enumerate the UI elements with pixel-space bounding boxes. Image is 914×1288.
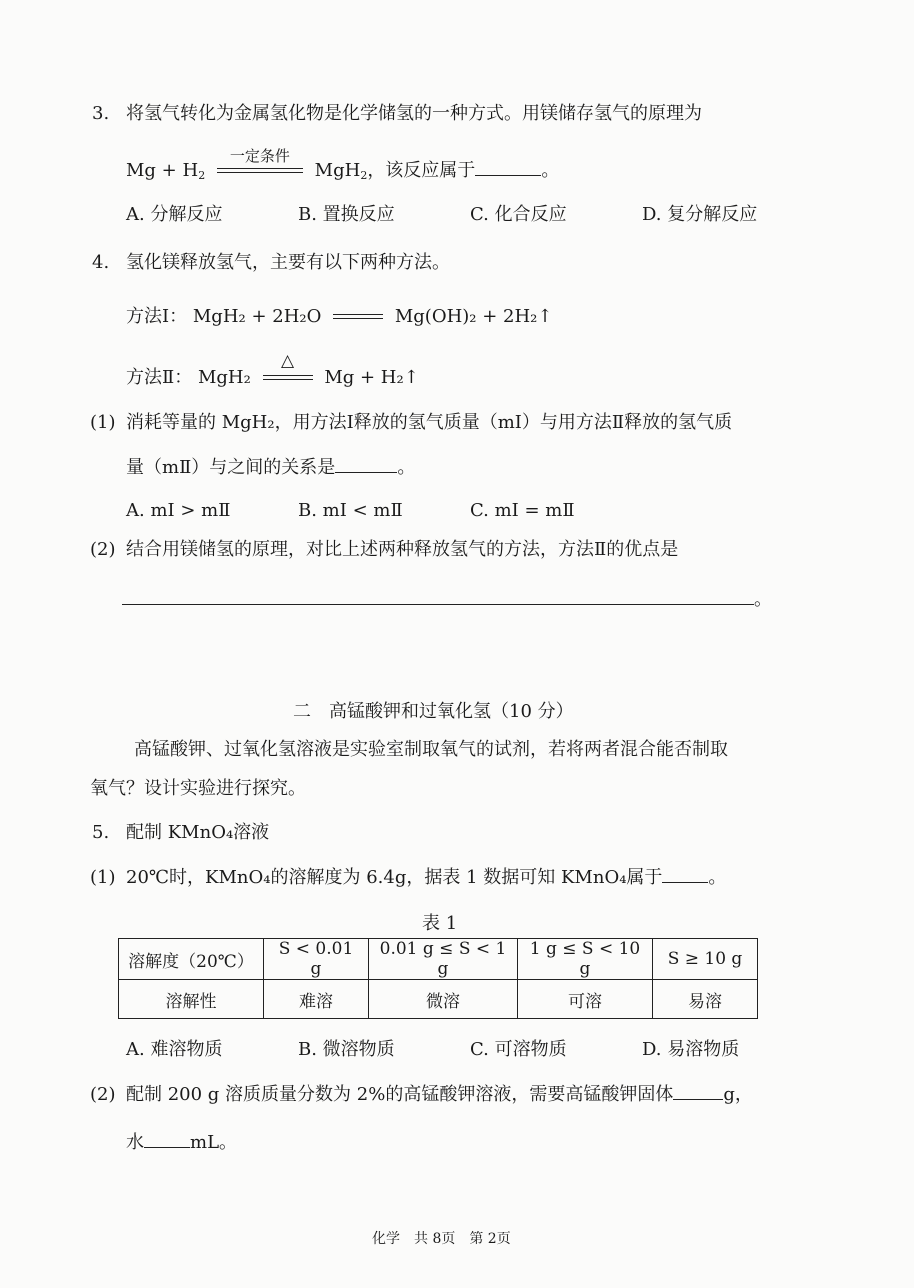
q4-sub2-text: 结合用镁储氢的原理，对比上述两种释放氢气的方法，方法Ⅱ的优点是	[126, 539, 679, 560]
q5-option-a[interactable]: A. 难溶物质	[126, 1039, 223, 1060]
table-row	[119, 980, 758, 1019]
method2-arrow	[263, 351, 313, 383]
q4-sub1-number: (1)	[90, 412, 116, 433]
q5-sub1-end: 。	[708, 867, 727, 888]
method2-lhs: MgH₂	[197, 367, 251, 388]
section-intro-line2: 氧气？设计实验进行探究。	[90, 778, 306, 799]
q4-sub1-line2	[126, 456, 415, 480]
eq-left: Mg + H	[126, 160, 199, 181]
q4-sub2-number: (2)	[90, 539, 116, 560]
q5-sub2-water: 水	[126, 1132, 144, 1153]
q3-equation	[126, 147, 560, 183]
q5-sub2-unit1: g，	[723, 1084, 753, 1105]
q4-sub1-line2-text: 量（mⅡ）与之间的关系是	[126, 457, 336, 478]
q3-end: 。	[541, 160, 560, 181]
table-cell: 1 g ≤ S < 10 g	[518, 939, 653, 980]
q4-sub1-option-a[interactable]: A. mⅠ > mⅡ	[126, 500, 231, 521]
table-cell: 溶解度（20℃）	[119, 939, 264, 980]
q5-sub2-unit2: mL。	[190, 1132, 238, 1153]
q4-sub1-answer-blank[interactable]	[335, 456, 397, 473]
table-cell: 难溶	[264, 980, 369, 1019]
eq-tail: ，该反应属于	[367, 160, 476, 181]
q5-number: 5.	[92, 822, 110, 843]
table-cell: S ≥ 10 g	[653, 939, 758, 980]
q5-title: 配制 KMnO₄溶液	[126, 822, 270, 843]
q5-sub2-line2	[126, 1131, 237, 1155]
q5-sub1-number: (1)	[90, 867, 116, 888]
q3-option-d[interactable]: D. 复分解反应	[642, 204, 758, 225]
table-header-row	[119, 939, 758, 980]
table-cell: 易溶	[653, 980, 758, 1019]
q3-number: 3.	[92, 103, 110, 124]
method2-rhs: Mg + H₂↑	[324, 367, 419, 388]
q5-option-b[interactable]: B. 微溶物质	[298, 1039, 395, 1060]
q5-sub2-blank-water[interactable]	[144, 1131, 190, 1148]
table-caption: 表 1	[422, 913, 458, 934]
method2-label: 方法Ⅱ：	[126, 367, 193, 388]
q4-sub1-end: 。	[397, 457, 416, 478]
eq-arrow	[217, 147, 303, 176]
q5-sub2-blank-kmno4[interactable]	[673, 1083, 723, 1100]
q4-method2	[126, 351, 419, 390]
q5-sub1-answer-blank[interactable]	[662, 866, 708, 883]
q3-option-c[interactable]: C. 化合反应	[470, 204, 567, 225]
q4-stem: 氢化镁释放氢气，主要有以下两种方法。	[126, 252, 450, 273]
eq-left-sub: 2	[198, 169, 206, 182]
table-cell: S < 0.01 g	[264, 939, 369, 980]
q3-option-b[interactable]: B. 置换反应	[298, 204, 395, 225]
q5-option-c[interactable]: C. 可溶物质	[470, 1039, 567, 1060]
q4-sub2-end: 。	[754, 589, 772, 610]
q4-sub1-option-c[interactable]: C. mⅠ = mⅡ	[470, 500, 575, 521]
table-cell: 微溶	[369, 980, 518, 1019]
table-cell: 0.01 g ≤ S < 1 g	[369, 939, 518, 980]
eq-right-sub: 2	[360, 169, 368, 182]
page-footer: 化学 共 8页 第 2页	[372, 1231, 511, 1247]
section-intro-line1: 高锰酸钾、过氧化氢溶液是实验室制取氧气的试剂，若将两者混合能否制取	[134, 739, 728, 760]
q4-number: 4.	[92, 252, 110, 273]
q5-sub2-number: (2)	[90, 1084, 116, 1105]
method1-arrow	[333, 312, 383, 322]
q5-sub2-line1	[126, 1083, 753, 1107]
method1-label: 方法Ⅰ：	[126, 306, 188, 327]
section-title: 二 高锰酸钾和过氧化氢（10 分）	[293, 701, 574, 722]
method1-lhs: MgH₂ + 2H₂O	[192, 306, 322, 327]
table-cell: 可溶	[518, 980, 653, 1019]
q4-sub1-option-b[interactable]: B. mⅠ < mⅡ	[298, 500, 403, 521]
q3-stem: 将氢气转化为金属氢化物是化学储氢的一种方式。用镁储存氢气的原理为	[126, 103, 702, 124]
table-cell: 溶解性	[119, 980, 264, 1019]
q5-sub2-text: 配制 200 g 溶质质量分数为 2%的高锰酸钾溶液，需要高锰酸钾固体	[126, 1084, 674, 1105]
q4-sub1-line1: 消耗等量的 MgH₂，用方法Ⅰ释放的氢气质量（mⅠ）与用方法Ⅱ释放的氢气质	[126, 412, 733, 433]
q3-option-a[interactable]: A. 分解反应	[126, 204, 223, 225]
q4-sub2-answer-blank[interactable]	[122, 588, 754, 605]
method1-rhs: Mg(OH)₂ + 2H₂↑	[394, 306, 553, 327]
q4-method1	[126, 305, 552, 329]
q5-option-d[interactable]: D. 易溶物质	[642, 1039, 740, 1060]
q3-answer-blank[interactable]	[475, 159, 541, 176]
q5-sub1-text-content: 20℃时，KMnO₄的溶解度为 6.4g，据表 1 数据可知 KMnO₄属于	[126, 867, 663, 888]
q5-sub1-text	[126, 866, 726, 890]
eq-right: MgH	[314, 160, 361, 181]
solubility-table	[118, 938, 758, 1019]
eq-condition: 一定条件	[229, 147, 290, 165]
q4-sub2-answer-line	[122, 588, 772, 612]
method2-condition: △	[281, 351, 295, 371]
